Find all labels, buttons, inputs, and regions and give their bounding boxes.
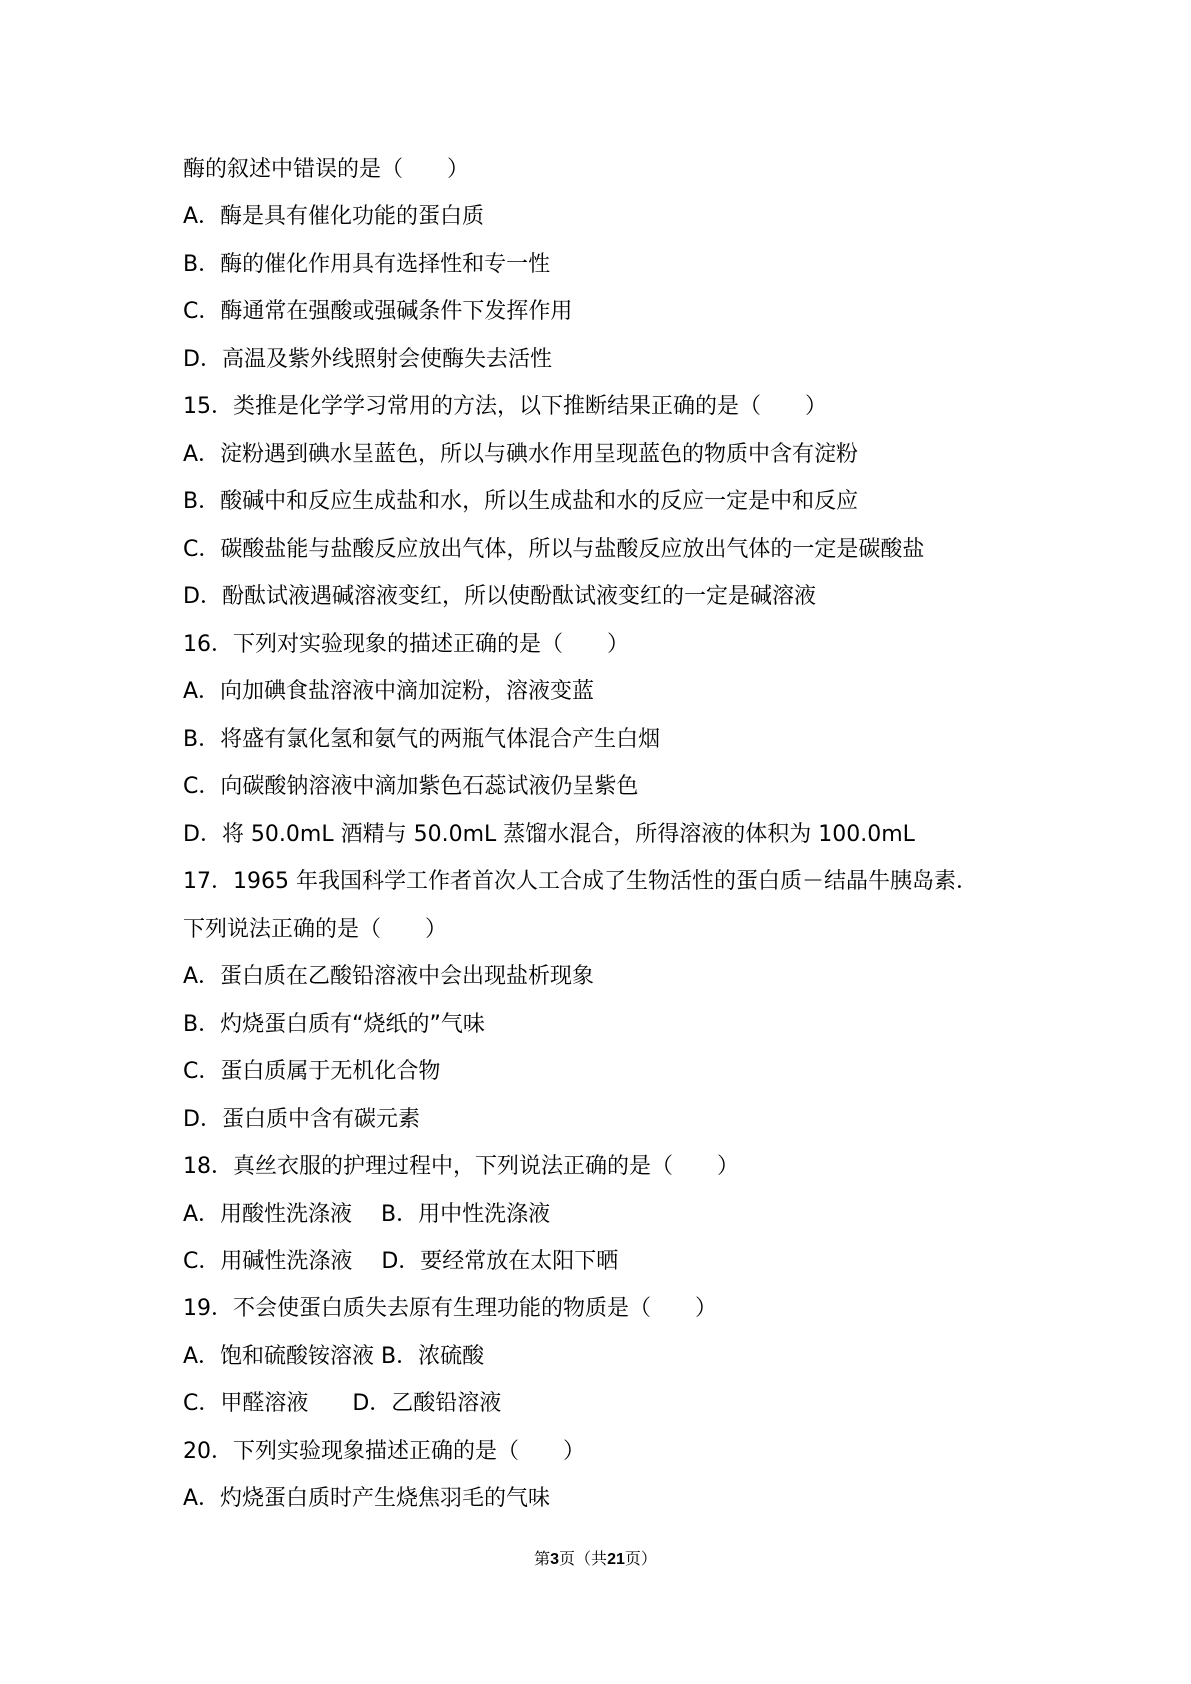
- question-18-options-ab: A．用酸性洗涤液 B．用中性洗涤液: [183, 1202, 551, 1227]
- footer-prefix: 第: [534, 1549, 551, 1568]
- question-16-option-a: A．向加碘食盐溶液中滴加淀粉，溶液变蓝: [183, 679, 595, 704]
- question-15-option-d: D．酚酞试液遇碱溶液变红，所以使酚酞试液变红的一定是碱溶液: [183, 584, 816, 609]
- question-17-option-c: C．蛋白质属于无机化合物: [183, 1059, 441, 1084]
- question-17-option-b: B．灼烧蛋白质有“烧纸的”气味: [183, 1012, 485, 1037]
- footer-suffix: 页）: [624, 1549, 657, 1568]
- question-18-options-cd: C．用碱性洗涤液 D．要经常放在太阳下晒: [183, 1249, 619, 1274]
- question-17-option-a: A．蛋白质在乙酸铅溶液中会出现盐析现象: [183, 964, 595, 989]
- question-16-option-b: B．将盛有氯化氢和氨气的两瓶气体混合产生白烟: [183, 727, 661, 752]
- question-19-options-cd: C．甲醛溶液 D．乙酸铅溶液: [183, 1391, 502, 1416]
- question-16-option-d: D．将 50.0mL 酒精与 50.0mL 蒸馏水混合，所得溶液的体积为 100.0mL: [183, 822, 915, 847]
- footer-page-number: 3: [550, 1551, 560, 1568]
- question-19-options-ab: A．饱和硫酸铵溶液 B．浓硫酸: [183, 1344, 485, 1369]
- question-14-stem: 酶的叙述中错误的是（ ）: [183, 157, 470, 182]
- question-14-option-d: D．高温及紫外线照射会使酶失去活性: [183, 347, 552, 372]
- question-15-stem: 15．类推是化学学习常用的方法，以下推断结果正确的是（ ）: [183, 394, 827, 419]
- question-14-option-c: C．酶通常在强酸或强碱条件下发挥作用: [183, 299, 573, 324]
- question-17-option-d: D．蛋白质中含有碳元素: [183, 1107, 420, 1132]
- footer-total-pages: 21: [607, 1551, 625, 1568]
- question-19-stem: 19．不会使蛋白质失去原有生理功能的物质是（ ）: [183, 1296, 717, 1321]
- question-14-option-b: B．酶的催化作用具有选择性和专一性: [183, 252, 551, 277]
- question-15-option-b: B．酸碱中和反应生成盐和水，所以生成盐和水的反应一定是中和反应: [183, 489, 859, 514]
- question-15-option-a: A．淀粉遇到碘水呈蓝色，所以与碘水作用呈现蓝色的物质中含有淀粉: [183, 442, 859, 467]
- question-15-option-c: C．碳酸盐能与盐酸反应放出气体，所以与盐酸反应放出气体的一定是碳酸盐: [183, 537, 925, 562]
- question-14-option-a: A．酶是具有催化功能的蛋白质: [183, 204, 485, 229]
- question-17-stem-continued: 下列说法正确的是（ ）: [183, 917, 448, 942]
- question-17-stem: 17．1965 年我国科学工作者首次人工合成了生物活性的蛋白质－结晶牛胰岛素．: [183, 869, 978, 894]
- footer-middle: 页（共: [559, 1549, 608, 1568]
- question-20-option-a: A．灼烧蛋白质时产生烧焦羽毛的气味: [183, 1486, 551, 1511]
- question-18-stem: 18．真丝衣服的护理过程中，下列说法正确的是（ ）: [183, 1154, 739, 1179]
- question-20-stem: 20．下列实验现象描述正确的是（ ）: [183, 1439, 585, 1464]
- question-16-option-c: C．向碳酸钠溶液中滴加紫色石蕊试液仍呈紫色: [183, 774, 639, 799]
- page-footer: [0, 1549, 1191, 1570]
- question-16-stem: 16．下列对实验现象的描述正确的是（ ）: [183, 632, 629, 657]
